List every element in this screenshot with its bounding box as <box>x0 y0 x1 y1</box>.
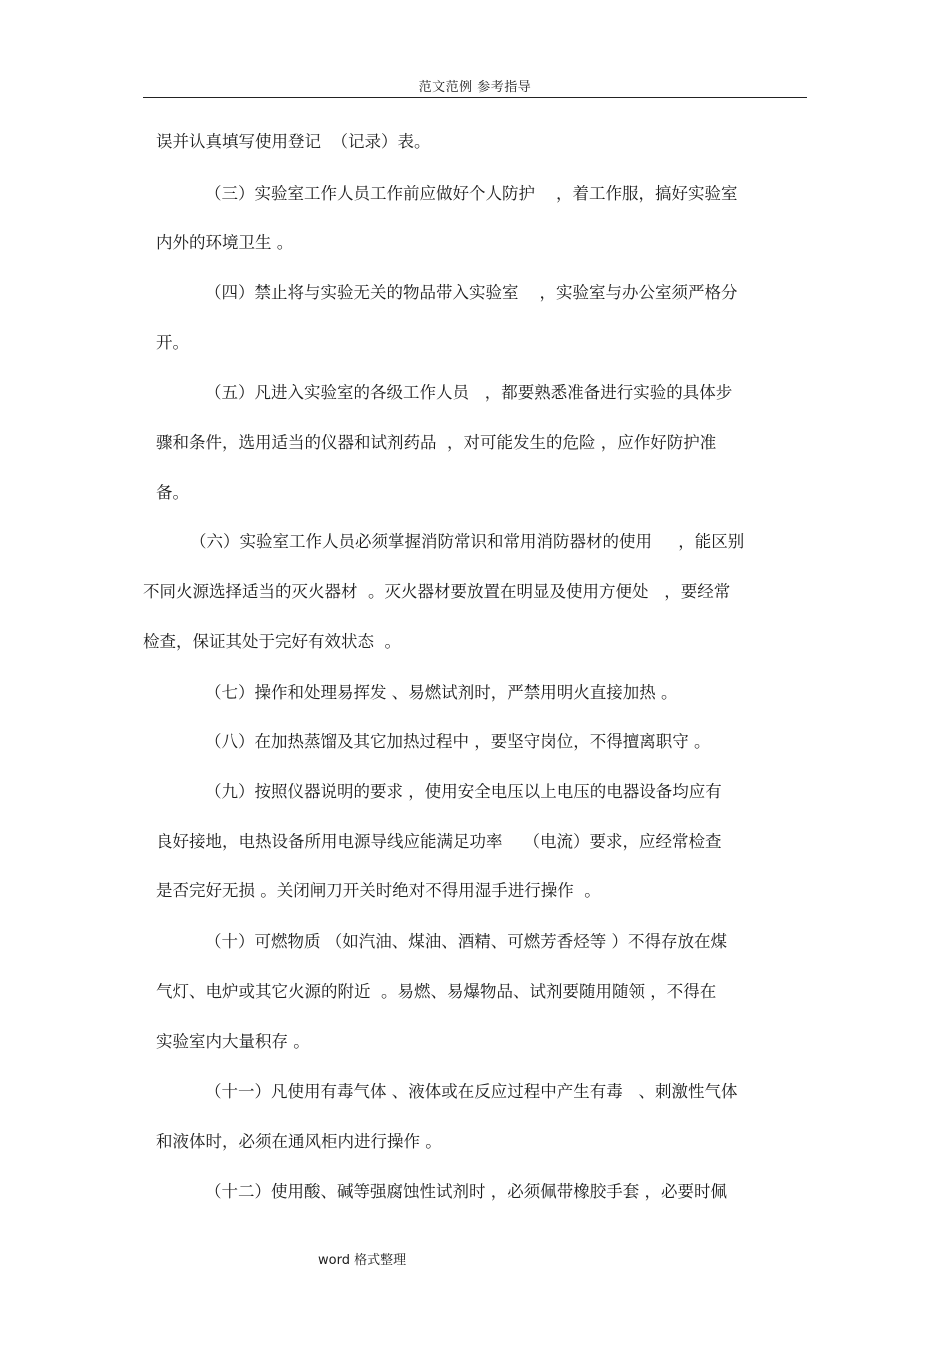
text-line: （三）实验室工作人员工作前应做好个人防护 ，着工作服，搞好实验室 <box>205 184 738 203</box>
text-line: （七）操作和处理易挥发 、易燃试剂时，严禁用明火直接加热 。 <box>205 683 678 702</box>
text-line: 不同火源选择适当的灭火器材 。灭火器材要放置在明显及使用方便处 ，要经常 <box>143 582 731 601</box>
text-line: 是否完好无损 。关闭闸刀开关时绝对不得用湿手进行操作 。 <box>156 881 601 900</box>
text-line: （十）可燃物质 （如汽油、煤油、酒精、可燃芳香烃等 ）不得存放在煤 <box>205 932 727 951</box>
text-line: 良好接地，电热设备所用电源导线应能满足功率 （电流）要求，应经常检查 <box>156 832 722 851</box>
text-line: 骤和条件，选用适当的仪器和试剂药品 ，对可能发生的危险 ，应作好防护准 <box>156 433 717 452</box>
page-footer: word 格式整理 <box>318 1253 407 1268</box>
text-line: 备。 <box>156 483 189 502</box>
page-header: 范文范例 参考指导 <box>418 80 532 95</box>
text-line: 开。 <box>156 333 189 352</box>
text-line: （十一）凡使用有毒气体 、液体或在反应过程中产生有毒 、刺激性气体 <box>205 1082 738 1101</box>
text-line: 气灯、电炉或其它火源的附近 。易燃、易爆物品、试剂要随用随领 ，不得在 <box>156 982 717 1001</box>
text-line: 内外的环境卫生 。 <box>156 233 294 252</box>
text-line: （十二）使用酸、碱等强腐蚀性试剂时 ，必须佩带橡胶手套 ，必要时佩 <box>205 1182 727 1201</box>
text-line: （九）按照仪器说明的要求 ，使用安全电压以上电压的电器设备均应有 <box>205 782 722 801</box>
text-line: （五）凡进入实验室的各级工作人员 ，都要熟悉准备进行实验的具体步 <box>205 383 733 402</box>
header-divider <box>143 97 807 98</box>
text-line: （八）在加热蒸馏及其它加热过程中 ，要坚守岗位，不得擅离职守 。 <box>205 732 711 751</box>
text-line: 实验室内大量积存 。 <box>156 1032 310 1051</box>
text-line: （四）禁止将与实验无关的物品带入实验室 ，实验室与办公室须严格分 <box>205 283 738 302</box>
text-line: 检查，保证其处于完好有效状态 。 <box>143 632 401 651</box>
text-line: （六）实验室工作人员必须掌握消防常识和常用消防器材的使用 ，能区别 <box>190 532 745 551</box>
text-line: 误并认真填写使用登记 （记录）表。 <box>156 132 431 151</box>
text-line: 和液体时，必须在通风柜内进行操作 。 <box>156 1132 442 1151</box>
